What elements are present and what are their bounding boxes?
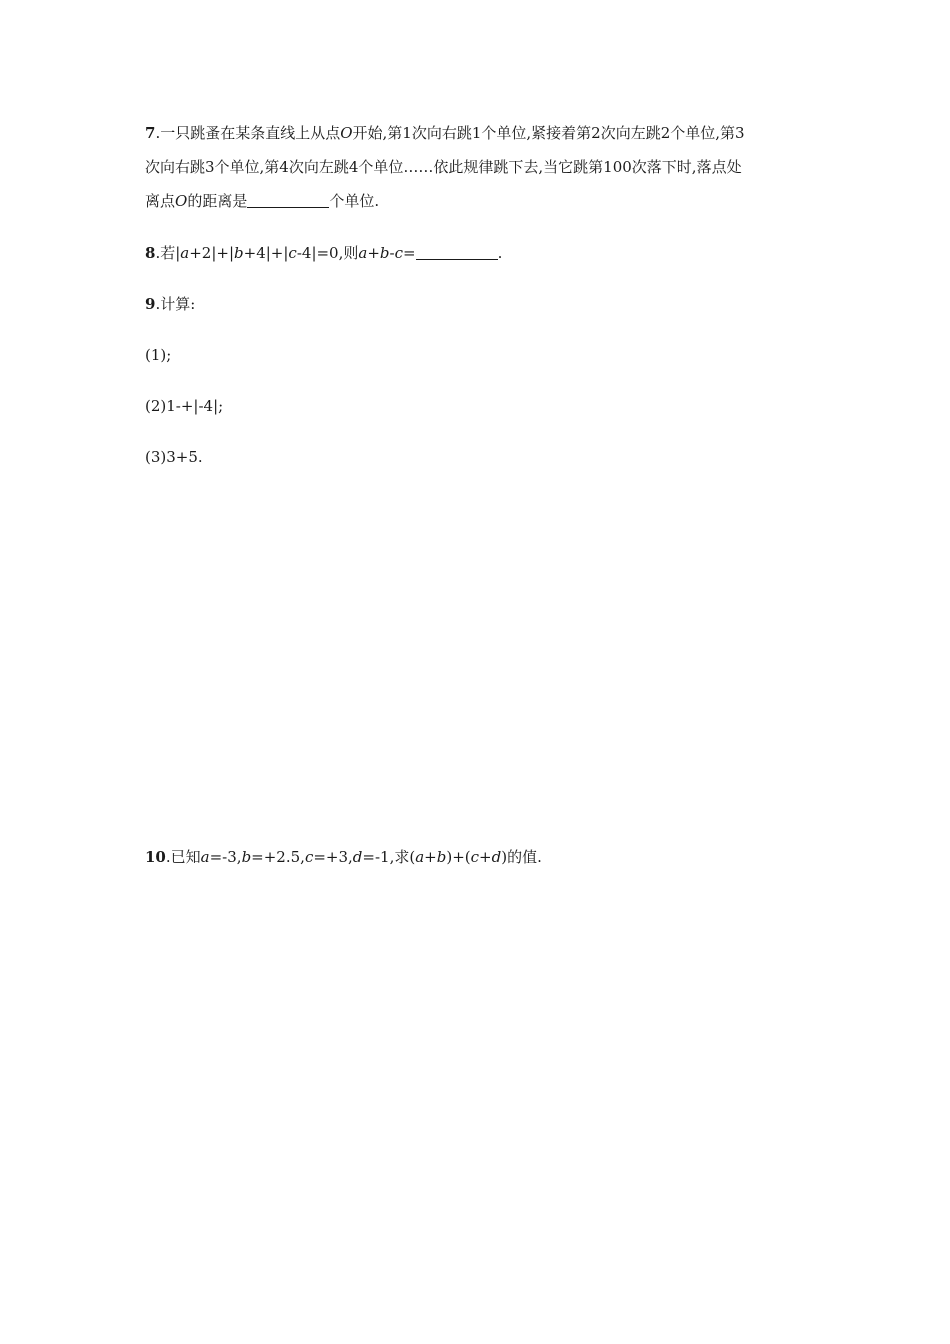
question-8-number: 8	[145, 244, 156, 262]
question-10-text: )的值.	[501, 848, 542, 866]
question-10-text: .已知	[165, 848, 201, 866]
question-9	[145, 287, 805, 321]
question-9-part-1-text: (1);	[145, 346, 172, 364]
point-o-variable: O	[175, 192, 188, 210]
variable-a: a	[358, 244, 368, 262]
question-8-text: .	[497, 244, 503, 262]
variable-b: b	[241, 848, 252, 866]
question-8-text: -	[389, 244, 395, 262]
question-8-text: +	[367, 244, 380, 262]
variable-a: a	[415, 848, 425, 866]
answer-blank[interactable]	[247, 191, 329, 208]
variable-c: c	[470, 848, 480, 866]
variable-c: c	[394, 244, 403, 262]
question-9-title-text: .计算:	[155, 295, 196, 313]
question-7-line-1	[145, 116, 805, 150]
question-10	[145, 840, 805, 874]
question-10-number: 10	[145, 848, 166, 866]
question-8	[145, 236, 805, 270]
question-7-text-3b: 的距离是	[187, 192, 248, 210]
question-8-text: =	[403, 244, 416, 262]
question-9-title	[145, 287, 805, 321]
variable-c: c	[304, 848, 314, 866]
question-7-line-2: 次向右跳3个单位,第4次向左跳4个单位……依此规律跳下去,当它跳第100次落下时,落点处	[145, 158, 742, 176]
question-7	[145, 116, 805, 218]
question-10-text: =+3,	[313, 848, 353, 866]
question-10-text: +	[479, 848, 492, 866]
question-7-number: 7	[145, 124, 156, 142]
question-7-text-1a: .一只跳蚤在某条直线上从点	[155, 124, 341, 142]
question-9-part-2	[145, 389, 805, 423]
question-9-part-1	[145, 338, 805, 372]
question-8-line	[145, 236, 805, 270]
question-10-text: =-1,求(	[362, 848, 416, 866]
question-7-text-3c: 个单位.	[329, 192, 380, 210]
question-8-text: +2|+|	[189, 244, 235, 262]
question-10-text: +	[424, 848, 437, 866]
question-9-part-3	[145, 440, 805, 474]
variable-d: d	[352, 848, 363, 866]
question-8-text: .若|	[155, 244, 181, 262]
variable-a: a	[180, 244, 190, 262]
question-8-text: -4|=0,则	[296, 244, 359, 262]
question-7-text-3a: 离点	[145, 192, 176, 210]
question-10-line	[145, 840, 805, 874]
question-8-text: +4|+|	[243, 244, 289, 262]
question-10-text: =-3,	[209, 848, 242, 866]
answer-blank[interactable]	[416, 243, 498, 260]
question-9-part-2-text: (2)1-+|-4|;	[145, 397, 224, 415]
variable-b: b	[436, 848, 447, 866]
variable-c: c	[288, 244, 297, 262]
question-7-text-1b: 开始,第1次向右跳1个单位,紧接着第2次向左跳2个单位,第3	[352, 124, 745, 142]
variable-b: b	[379, 244, 390, 262]
question-7-line-3	[145, 184, 805, 218]
question-9-number: 9	[145, 295, 156, 313]
question-9-part-3-text: (3)3+5.	[145, 448, 203, 466]
question-10-text: =+2.5,	[251, 848, 305, 866]
variable-a: a	[200, 848, 210, 866]
point-o-variable: O	[340, 124, 353, 142]
variable-d: d	[491, 848, 502, 866]
variable-b: b	[234, 244, 244, 262]
question-10-text: )+(	[446, 848, 471, 866]
